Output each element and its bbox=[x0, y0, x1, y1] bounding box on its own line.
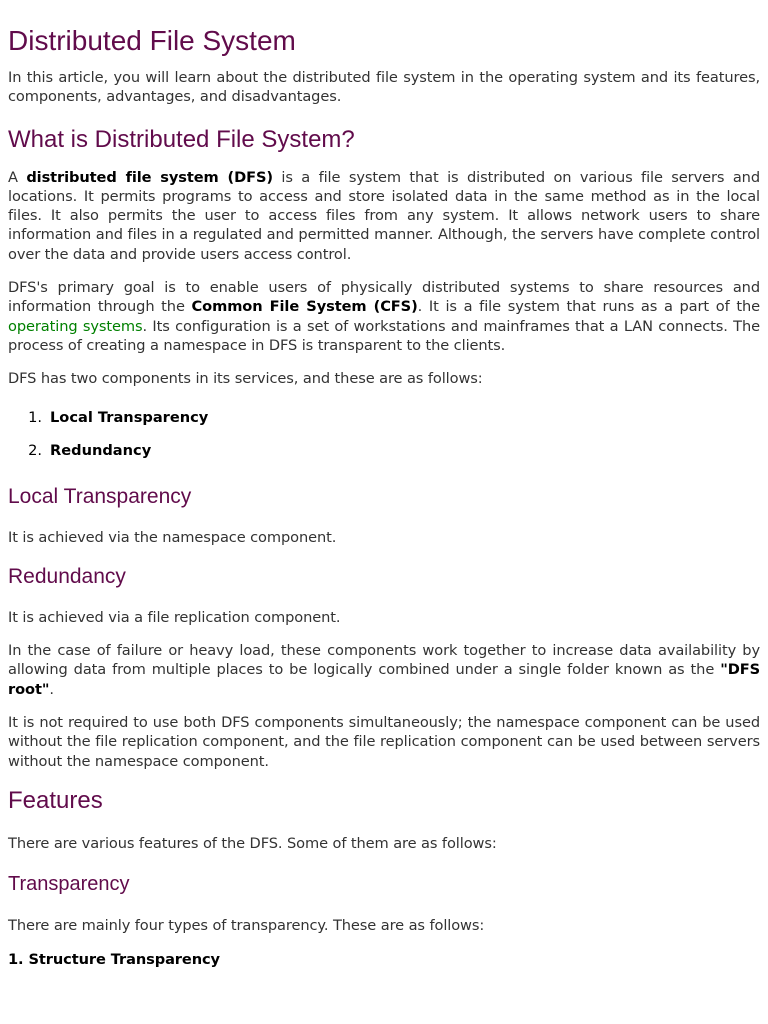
local-transparency-heading: Local Transparency bbox=[8, 484, 192, 508]
dfs-root-prefix: In the case of failure or heavy load, these components work together to increase data availability by allowing data from multiple places to be logically combined under a single folder known as the bbox=[8, 642, 760, 679]
dfs-definition-text: is a file system that is distributed on various file servers and locations. It permits programs to access and store isolated data in the same method as in the local files. It also permits the user to access files from any system. It allows network users to share information and files in a regulated and permitted manner. Although, the servers have complete control over the data and provide users access control. bbox=[8, 168, 760, 263]
list-item bbox=[8, 441, 760, 460]
list-label: Local Transparency bbox=[50, 408, 209, 426]
transparency-heading: Transparency bbox=[8, 873, 130, 896]
transparency-text: There are mainly four types of transparency. These are as follows: bbox=[8, 917, 485, 935]
components-usage-paragraph: It is not required to use both DFS components simultaneously; the namespace component can be used without the file replication component, and the file replication component can be used between servers without the namespace component. bbox=[8, 714, 760, 770]
redundancy-text: It is achieved via a file replication component. bbox=[8, 608, 341, 626]
what-is-heading: What is Distributed File System? bbox=[8, 125, 355, 153]
list-number: 2. bbox=[28, 441, 42, 459]
dfs-goal-rest: . Its configuration is a set of workstations and mainframes that a LAN connects. The process of creating a namespace in DFS is transparent to the clients. bbox=[8, 317, 760, 354]
dfs-definition-prefix: A bbox=[8, 168, 27, 186]
components-list bbox=[8, 408, 760, 460]
features-heading: Features bbox=[8, 786, 103, 814]
list-item bbox=[8, 408, 760, 427]
dfs-root-term: "DFS root" bbox=[8, 661, 760, 698]
page-title: Distributed File System bbox=[8, 25, 296, 56]
structure-transparency-heading bbox=[8, 950, 760, 969]
dfs-definition-term: distributed file system (DFS) bbox=[26, 168, 273, 186]
dfs-goal-middle: . It is a file system that runs as a part of the bbox=[417, 298, 760, 316]
structure-transparency-label: 1. Structure Transparency bbox=[8, 950, 220, 968]
features-text: There are various features of the DFS. Some of them are as follows: bbox=[8, 834, 497, 852]
list-number: 1. bbox=[28, 408, 42, 426]
intro-paragraph: In this article, you will learn about the distributed file system in the operating system and its features, components, advantages, and disadvantages. bbox=[8, 69, 760, 106]
article bbox=[8, 0, 760, 969]
cfs-term: Common File System (CFS) bbox=[191, 298, 418, 316]
dfs-definition-paragraph bbox=[8, 168, 760, 264]
components-intro: DFS has two components in its services, and these are as follows: bbox=[8, 370, 483, 388]
list-label: Redundancy bbox=[50, 441, 152, 459]
local-transparency-text: It is achieved via the namespace component. bbox=[8, 528, 337, 546]
operating-systems-link[interactable]: operating systems bbox=[8, 317, 143, 335]
dfs-root-paragraph bbox=[8, 641, 760, 699]
dfs-goal-paragraph bbox=[8, 278, 760, 355]
dfs-root-rest: . bbox=[49, 680, 54, 698]
dfs-goal-prefix: DFS's primary goal is to enable users of physically distributed systems to share resources and information through the bbox=[8, 279, 760, 316]
redundancy-heading: Redundancy bbox=[8, 564, 126, 588]
